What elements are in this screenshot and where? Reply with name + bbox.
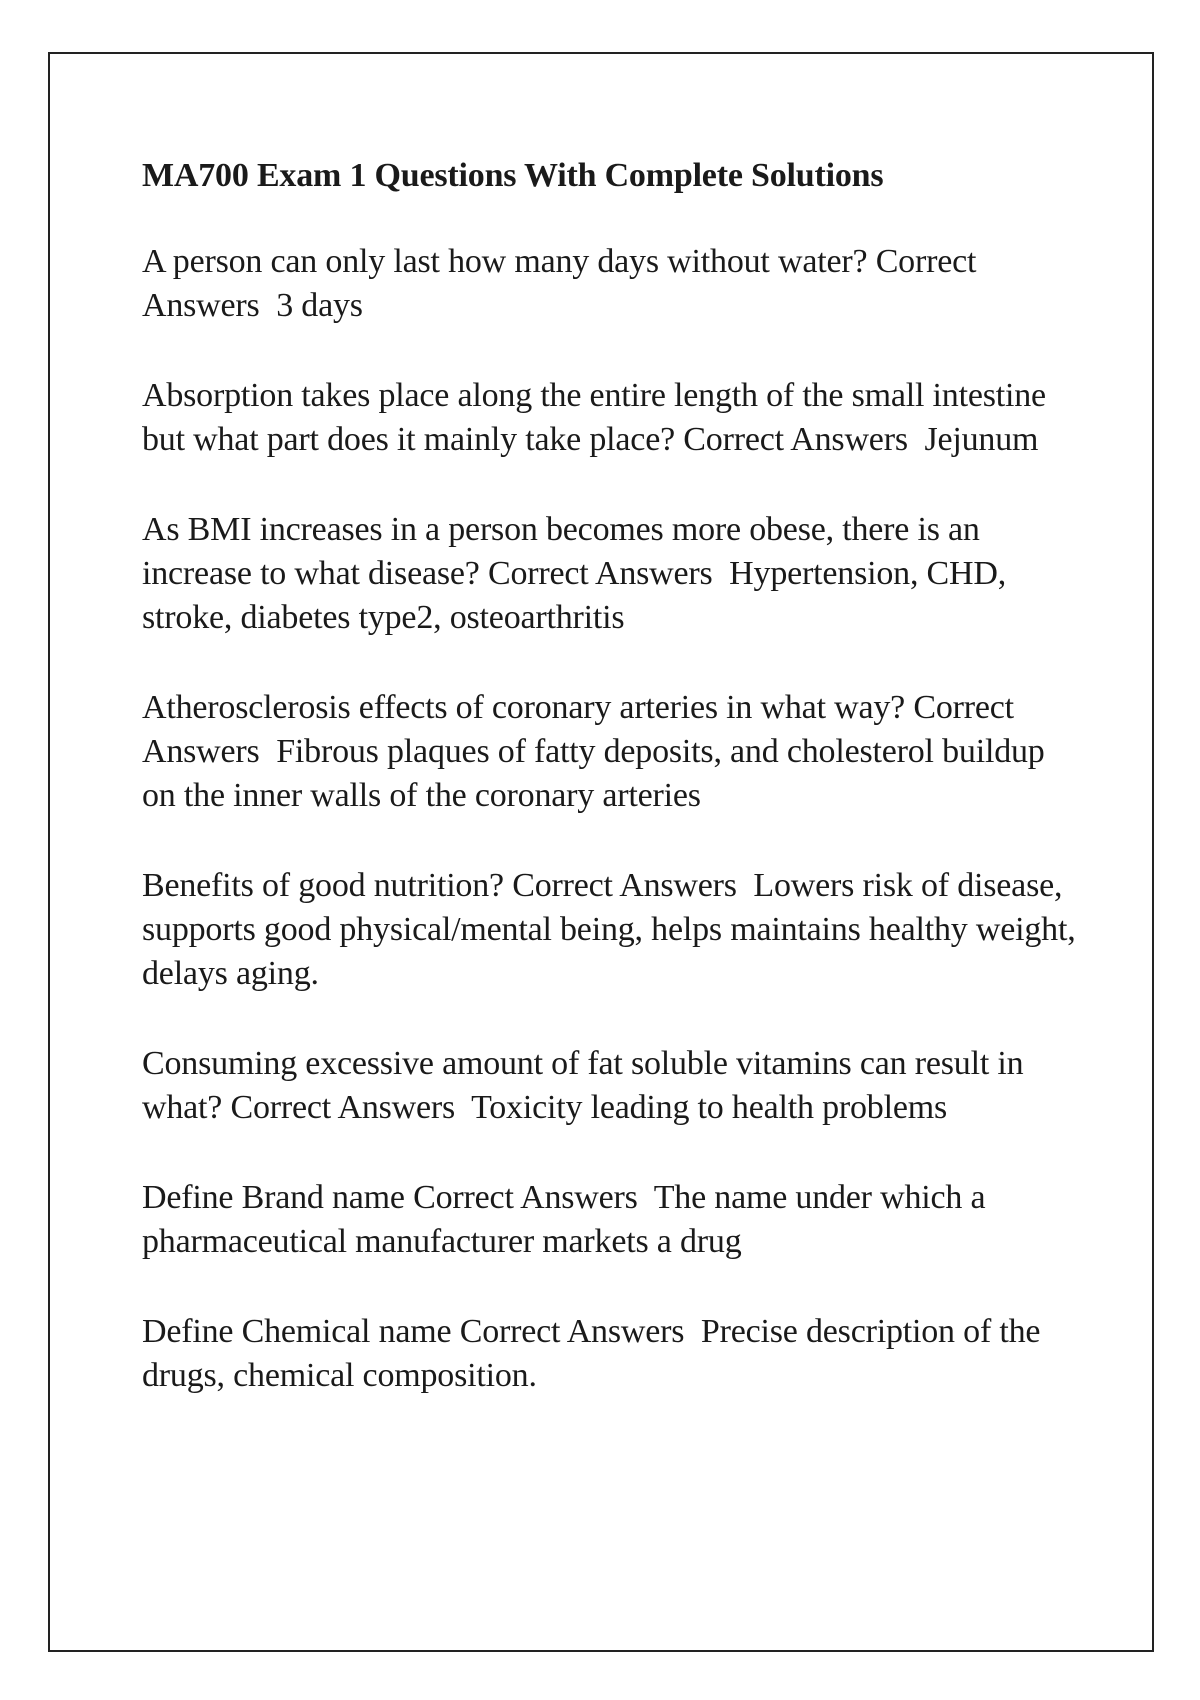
- answer-label: Correct Answers: [142, 689, 1021, 770]
- answer-label: Correct Answers: [413, 1179, 638, 1216]
- question-text: As BMI increases in a person becomes more obese, there is an increase to what disease?: [142, 511, 989, 592]
- qa-item: [142, 1042, 1082, 1130]
- question-text: Benefits of good nutrition?: [142, 867, 504, 904]
- document-body: [142, 152, 1082, 1444]
- answer-label: Correct Answers: [488, 555, 713, 592]
- qa-item: [142, 508, 1082, 640]
- answer-text: Toxicity leading to health problems: [471, 1089, 948, 1126]
- answer-text: Precise description of the drugs, chemical composition.: [142, 1313, 1049, 1394]
- question-text: Atherosclerosis effects of coronary arteries in what way?: [142, 689, 906, 726]
- question-text: A person can only last how many days without water?: [142, 243, 868, 280]
- qa-item: [142, 1176, 1082, 1264]
- answer-label: Correct Answers: [512, 867, 737, 904]
- answer-text: Fibrous plaques of fatty deposits, and cholesterol buildup on the inner walls of the coronary arteries: [142, 733, 1053, 814]
- qa-item: [142, 374, 1082, 462]
- question-text: Absorption takes place along the entire length of the small intestine but what part does it mainly take place?: [142, 377, 1055, 458]
- question-text: Define Chemical name: [142, 1313, 452, 1350]
- qa-item: [142, 1310, 1082, 1398]
- answer-label: Correct Answers: [230, 1089, 456, 1126]
- document-title: MA700 Exam 1 Questions With Complete Solutions: [142, 157, 884, 194]
- answer-text: 3 days: [276, 287, 363, 324]
- answer-text: Hypertension, CHD, stroke, diabetes type2, osteoarthritis: [142, 555, 1015, 636]
- qa-item: [142, 686, 1082, 818]
- answer-label: Correct Answers: [459, 1313, 685, 1350]
- qa-item: [142, 864, 1082, 996]
- answer-text: The name under which a pharmaceutical manufacturer markets a drug: [142, 1179, 994, 1260]
- answer-label: Correct Answers: [142, 243, 983, 324]
- qa-item: [142, 240, 1082, 328]
- answer-text: Lowers risk of disease, supports good physical/mental being, helps maintains healthy weight, delays aging.: [142, 867, 1084, 992]
- question-text: Consuming excessive amount of fat soluble vitamins can result in what?: [142, 1045, 1032, 1126]
- answer-text: Jejunum: [924, 421, 1039, 458]
- answer-label: Correct Answers: [683, 421, 908, 458]
- question-text: Define Brand name: [142, 1179, 405, 1216]
